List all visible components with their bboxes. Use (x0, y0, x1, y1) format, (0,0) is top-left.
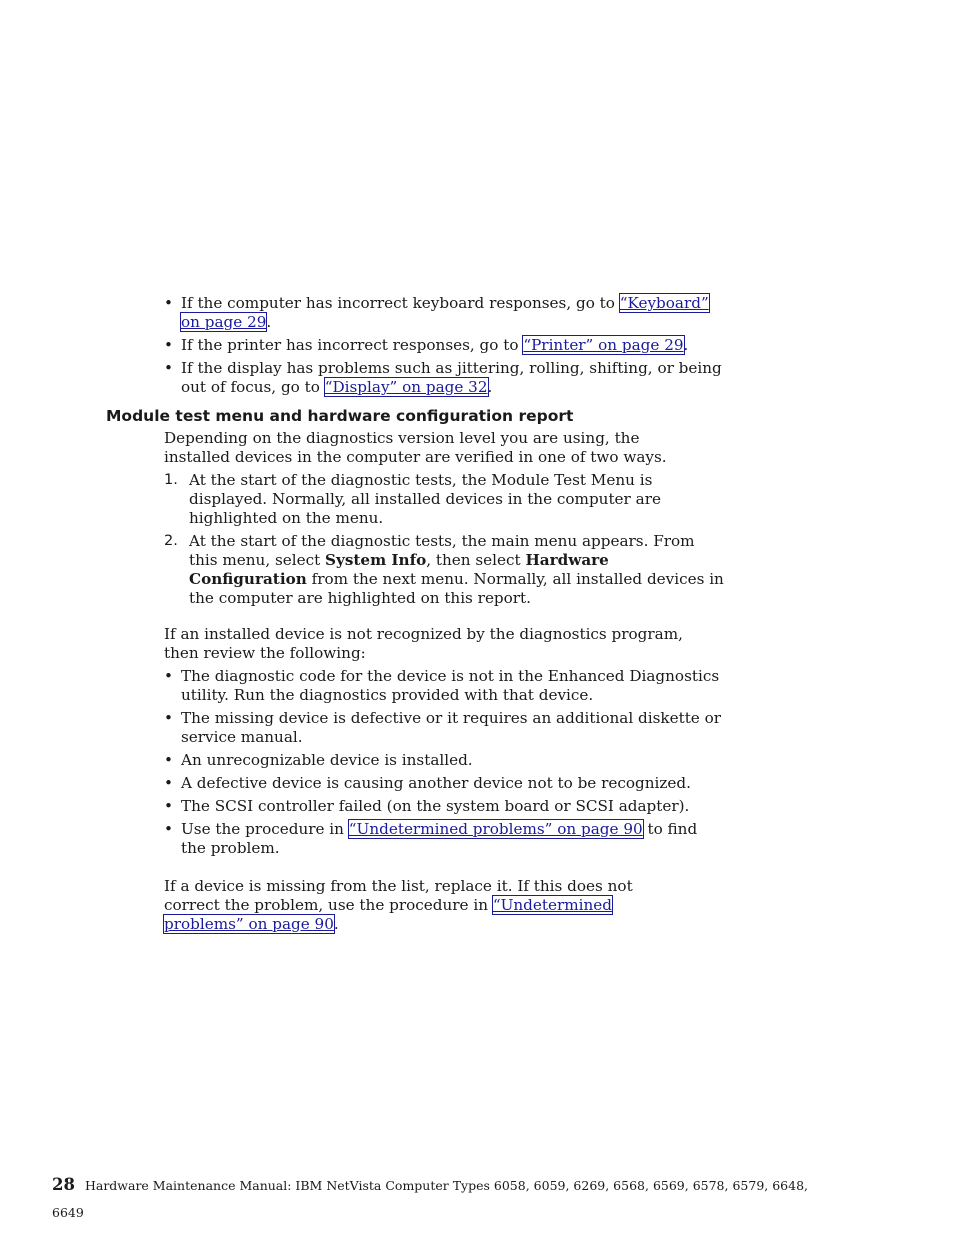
closing-paragraph (164, 877, 689, 934)
step-number: 1. (164, 472, 178, 488)
bullet-text: If the computer has incorrect keyboard responses, go to (181, 294, 620, 312)
bullet-text: If the display has problems such as jittering, rolling, shifting, or being out of focus, go to (181, 359, 722, 396)
step-text: At the start of the diagnostic tests, the Module Test Menu is displayed. Normally, all installed devices in the computer are highlighted on the menu. (189, 471, 661, 527)
bullet-text: Use the procedure in (181, 820, 349, 838)
bullet-glyph: • (164, 667, 173, 685)
list-item (164, 751, 724, 770)
bullet-text: The missing device is defective or it requires an additional diskette or service manual. (181, 709, 722, 746)
bullet-glyph: • (164, 359, 173, 377)
step-item (164, 532, 724, 608)
list-item (164, 336, 724, 355)
intro-paragraph: Depending on the diagnostics version level you are using, the installed devices in the computer are verified in one of two ways. (164, 429, 667, 466)
bullet-text-end: . (683, 336, 689, 354)
section-heading: Module test menu and hardware configuration report (106, 407, 574, 425)
bullet-glyph: • (164, 751, 173, 769)
review-bullet-list (164, 667, 724, 862)
bullet-text: If the printer has incorrect responses, go to (181, 336, 524, 354)
list-item (164, 709, 724, 747)
keyboard-link[interactable]: “Keyboard” on page 29 (181, 294, 709, 331)
bullet-glyph: • (164, 336, 173, 354)
step-text: from the next menu. Normally, all installed devices in the computer are highlighted on this report. (189, 570, 724, 607)
closing-text: If a device is missing from the list, replace it. If this does not correct the problem, use the procedure in (164, 877, 633, 914)
list-item (164, 774, 724, 793)
hardware-configuration-term: Hardware Configuration (189, 551, 609, 588)
undetermined-problems-link-2[interactable]: “Undetermined problems” on page 90 (164, 896, 612, 933)
step-number: 2. (164, 533, 178, 549)
list-item (164, 294, 724, 332)
step-item (164, 471, 724, 528)
steps-list (164, 471, 724, 612)
display-link[interactable]: “Display” on page 32 (324, 378, 488, 396)
bullet-text-end: to find the problem. (181, 820, 698, 857)
undetermined-problems-link[interactable]: “Undetermined problems” on page 90 (348, 820, 643, 838)
page-number: 28 (52, 1175, 75, 1194)
closing-text-end: . (333, 915, 339, 933)
review-intro-paragraph: If an installed device is not recognized by the diagnostics program, then review the following: (164, 625, 683, 662)
step-text: , then select (426, 551, 526, 569)
list-item (164, 820, 724, 858)
bullet-text-end: . (266, 313, 272, 331)
bullet-text: The diagnostic code for the device is not in the Enhanced Diagnostics utility. Run the diagnostics provided with that device. (181, 667, 720, 704)
printer-link[interactable]: “Printer” on page 29 (523, 336, 684, 354)
page-footer (52, 1175, 912, 1220)
bullet-text-end: . (487, 378, 493, 396)
bullet-glyph: • (164, 797, 173, 815)
footer-title-continued: 6649 (52, 1205, 84, 1220)
system-info-term: System Info (325, 551, 427, 569)
list-item (164, 359, 724, 397)
bullet-text: The SCSI controller failed (on the system board or SCSI adapter). (181, 797, 690, 815)
bullet-glyph: • (164, 774, 173, 792)
step-text: At the start of the diagnostic tests, the main menu appears. From this menu, select (189, 532, 695, 569)
top-bullet-list (164, 294, 724, 401)
bullet-glyph: • (164, 294, 173, 312)
list-item (164, 797, 724, 816)
bullet-glyph: • (164, 820, 173, 838)
footer-title: Hardware Maintenance Manual: IBM NetVista Computer Types 6058, 6059, 6269, 6568, 6569, 6578, 6579, 6648, (84, 1178, 808, 1193)
bullet-text: An unrecognizable device is installed. (181, 751, 473, 769)
bullet-text: A defective device is causing another device not to be recognized. (181, 774, 691, 792)
list-item (164, 667, 724, 705)
bullet-glyph: • (164, 709, 173, 727)
